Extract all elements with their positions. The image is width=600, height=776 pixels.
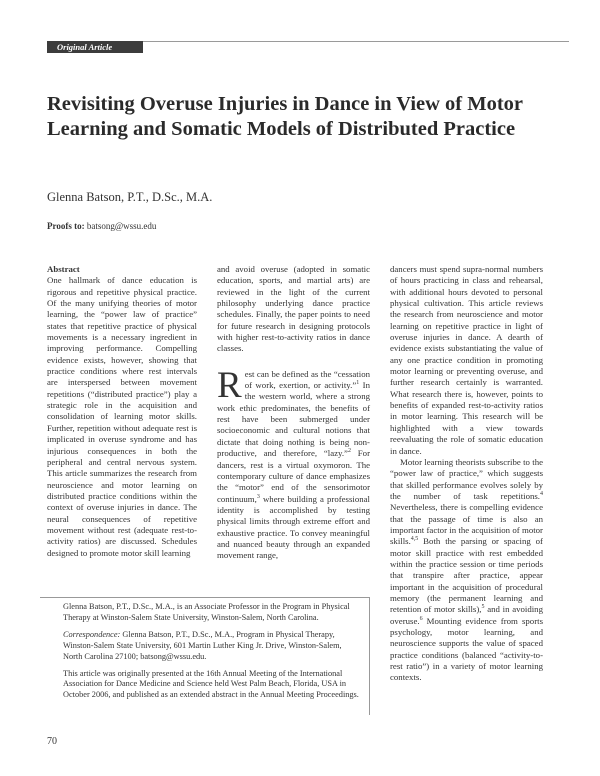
proofs-line (47, 221, 156, 231)
section-tag: Original Article (47, 41, 143, 53)
column-1 (47, 264, 197, 559)
article-title: Revisiting Overuse Injuries in Dance in View of Motor Learning and Somatic Models of Distributed Practice (47, 93, 523, 140)
citation: 4 (540, 490, 543, 497)
author-footnote-box (40, 597, 370, 715)
abstract-heading: Abstract (47, 264, 80, 274)
correspondence-note: Correspondence: Glenna Batson, P.T., D.Sc., M.A., Program in Physical Therapy, Winston-Salem State University, 601 Martin Luther King Jr. Drive, Winston-Salem, North Carolina 27100; batsong@wssu.edu. (63, 629, 342, 661)
author-name: Glenna Batson, P.T., D.Sc., M.A. (47, 190, 213, 204)
page-number: 70 (47, 736, 57, 747)
citation: 1 (356, 380, 360, 387)
citation: 3 (256, 493, 260, 500)
column-2 (217, 264, 370, 562)
citation: 4,5 (410, 536, 419, 543)
body-paragraph-1-continued: dancers must spend supra-normal numbers of hours practicing in class and rehearsal, with additional hours devoted to personal physical cultivation. This article reviews the research from neuroscience and motor learning on repetitive practice in light of overuse injuries in dance. A dearth of evidence exists substantiating the value of any one practice condition in promoting motor learning or preventing overuse, and further research certainly is warranted. What research there is, however, points to benefits of expanded rest-to-activity ratios in motor learning. This research will be highlighted with a view towards reevaluating the role of somatic education in dance. (390, 264, 543, 456)
abstract-text-continued: and avoid overuse (adopted in somatic education, sports, and martial arts) are reviewed in the light of the current philosophy underlying dance practice schedules. Finally, the paper points to need for future research in designing protocols with higher rest-to-activity ratios in dance classes. (217, 264, 370, 354)
citation: 5 (481, 604, 485, 611)
column-3 (390, 264, 543, 684)
abstract-text: One hallmark of dance education is rigorous and repetitive physical practice. Of the many unifying theories of motor learning, the “power law of practice” states that repetitive practice of physical movements is a necessary ingredient in improving performance. Compelling evidence exists, however, showing that practice conditions where rest intervals are interspersed between movement repetitions (“distributed practice”) play a strategic role in the acquisition and consolidation of learning motor skills. Further, repetition without adequate rest is implicated in overuse syndrome and has injurious consequences in both the peripheral and central nervous system. This article summarizes the research from neuroscience and motor learning on distributed practice conditions within the context of overuse injuries in dance. The neural consequences of repetitive movement without rest (adequate rest-to-activity ratios) are discussed. Schedules designed to promote motor skill learning (47, 275, 197, 558)
author-affiliation: Glenna Batson, P.T., D.Sc., M.A., is an Associate Professor in the Program in Physical Therapy at Winston-Salem State University, Winston-Salem, North Carolina. (63, 602, 350, 622)
citation: 6 (419, 615, 423, 622)
proofs-email[interactable]: batsong@wssu.edu (86, 221, 157, 231)
presentation-note: This article was originally presented at the 16th Annual Meeting of the International Association for Dance Medicine and Science held West Palm Beach, Florida, USA in October 2006, and published as an extended abstract in the Annual Meeting Proceedings. (63, 668, 359, 700)
proofs-label: Proofs to: (47, 221, 85, 231)
body-paragraph-1: Rest can be defined as the “cessation of work, exertion, or activity.”$^1$ In the western world, where a strong work ethic predominates, the benefits of rest have been submerged under socioeconomic and cultural notions that dictate that doing nothing is being non-productive, and therefore, “lazy.”$^2$ For dancers, rest is a virtual oxymoron. The contemporary culture of dance emphasizes the “motor” end of the sensorimotor continuum,$^3$ where building a professional identity is accomplished by testing physical limits through extreme effort and exhaustive practice. To convey meaningful and nuanced beauty through an expanded movement range, (217, 364, 370, 561)
body-paragraph-2: Motor learning theorists subscribe to the “power law of practice,” which suggests that skilled performance evolves solely by the number of task repetitions.$^4$ Nevertheless, there is compelling evidence that the passage of time is also an important factor in the acquisition of motor skills.$^{4,5}$ Both the parsing or spacing of motor skill practice with rest embedded within the practice session or time periods that transpire after practice, appear important in the acquisition of procedural memory (the permanent learning and retention of motor skills),$^5$ and in avoiding overuse.$^6$ Mounting evidence from sports psychology, motor learning, and neuroscience supports the value of spaced practice conditions (balanced “activity-to-rest ratio”) in a variety of motor learning contexts. (390, 456, 543, 683)
drop-cap: R (217, 364, 242, 406)
citation: 2 (347, 448, 351, 455)
